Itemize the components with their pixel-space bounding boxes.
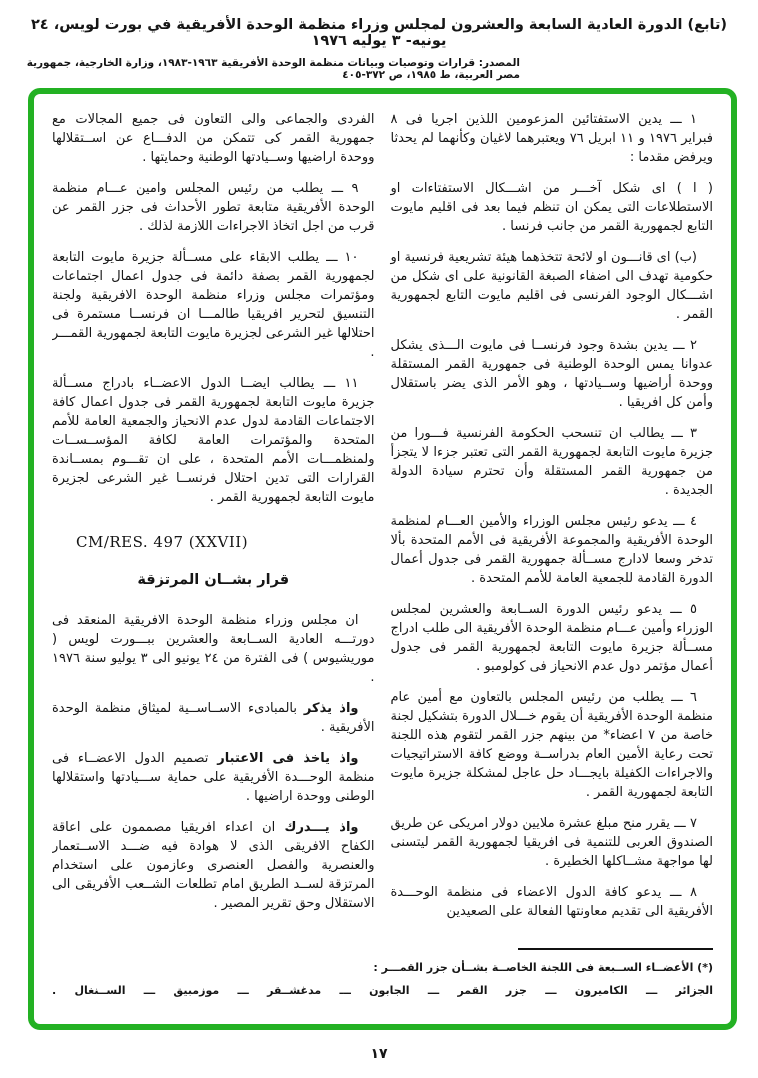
page-title: (تابع) الدورة العادية السابعة والعشرون لمجلس وزراء منظمة الوحدة الأفريقية في بورت لويس، ٢٤ يونيه- ٣ يوليه ١٩٧٦ (30, 17, 728, 49)
paragraph-text: ان اعداء افريقيا مصممون على اعاقة الكفاح الافريقى الذى لا هوادة فيه ضـــد الاســتعمار والعنصرية والفصل العنصرى وعازمون على استخدام المرتزقة لســد الطريق امام تطلعات الشــعب الأفريقى الى الاستقلال وحق تقرير المصير . (52, 820, 375, 911)
column-right (391, 110, 714, 946)
lead-phrase: واذ يـــدرك (284, 820, 359, 835)
paragraph-8: ٨ ـــ يدعو كافة الدول الاعضاء فى منظمة الوحـــدة الأفريقية الى تقديم معاونتها الفعالة على الصعيدين (390, 885, 713, 919)
resolution-title: قرار بشــان المرتزقة (137, 572, 290, 588)
footnote-country-list: الجزائر ـــ الكاميرون ـــ جزر القمر ـــ الجابون ـــ مدغشــقر ـــ موزمبيق ـــ الســنغال . (52, 984, 713, 997)
resolution-clause-aware (52, 818, 375, 913)
paragraph-11: ١١ ـــ يطالب ايضــا الدول الاعضــاء بادراج مســألة جزيرة مايوت التابعة لجمهورية القمر فى جدول اعمال كافة الاجتماعات القادمة لدول عدم الانحياز والجمعية العامة للأمم المتحدة والمؤتمرات العامة لكافة المؤســســات ولمنظمـــات الأمم المتحدة ، على ان تقـــوم بمســاندة القرارات التى تدين احتلال فرنســا غير الشرعى لجزيرة مايوت التابعة لجمهورية القمر . (52, 376, 375, 505)
resolution-clause-recalling (52, 699, 375, 737)
paragraph-7: ٧ ـــ يقرر منح مبلغ عشرة ملايين دولار امريكى عن طريق الصندوق العربى للتنمية فى افريقيا لجمهورية القمر ليتسنى لها مواجهة مشــاكلها الخطيرة . (390, 816, 713, 869)
paragraph-6: ٦ ـــ يطلب من رئيس المجلس بالتعاون مع أمين عام منظمة الوحدة الأفريقية أن يقوم خـــلال الدورة بتشكيل لجنة خاصة من ٧ اعضاء* من بينهم جزر القمر لتقوم هذه اللجنة تحت رعاية الأمين العام بدراســة ووضع كافة الاستراتيجيات والاجراءات الكفيلة بايجـــاد حل عاجل لمشكلة جزيرة مايوت التابعة لجمهورية القمر . (390, 690, 713, 800)
paragraph-text: تصميم الدول الاعضــاء فى منظمة الوحـــدة الأفريقية على حماية ســـيادتها واستقلالها الوطنى ووحدة اراضيها . (52, 751, 375, 804)
paragraph-1a: ( ا ) اى شكل آخـــر من اشـــكال الاستفتاءات او الاستطلاعات التى يمكن ان تنظم فيما بعد فى اقليم مايوت التابع لجمهورية القمر من جانب فرنسا . (390, 181, 713, 234)
paragraph-9: ٩ ـــ يطلب من رئيس المجلس وامين عـــام منظمة الوحدة الأفريقية متابعة تطور الأحداث فى جزر القمر عن قرب من اجل اتخاذ الاجراءات اللازمة لذلك . (52, 181, 375, 234)
paragraph-4: ٤ ـــ يدعو رئيس مجلس الوزراء والأمين العـــام لمنظمة الوحدة الأفريقية والمجموعة الأفريقية فى الأمم المتحدة بألا تدخر وسعا لادارج مســألة جمهورية القمر فى جدول أعمال الدورة القادمة للجمعية العامة للأمم المتحدة . (390, 514, 713, 586)
paragraph-text: ان مجلس وزراء منظمة الوحدة الافريقية المنعقد فى دورتـــه العادية الســابعة والعشرين ببـــورت لويس ( موريشيوس ) فى الفترة من ٢٤ يونيو الى ٣ يوليو سنة ١٩٧٦ . (52, 613, 375, 685)
paragraph-1b: (ب) اى قانـــون او لائحة تتخذهما هيئة تشريعية فرنسية او حكومية تهدف الى اضفاء الصبغة القانونية على اى شكل من اشـــكال الوجود الفرنسى فى اقليم مايوت التابع لجمهورية القمر . (390, 250, 713, 322)
page-header (0, 0, 758, 81)
paragraph-text: بالمبادىء الاســاســية لميثاق منظمة الوحدة الأفريقية . (52, 701, 375, 735)
column-left (52, 110, 375, 946)
resolution-reference: CM/RES. 497 (XXVII) (76, 533, 249, 551)
footnote-committee-members: (*) الأعضــاء الســبعة فى اللجنة الخاصــة بشــأن جزر القمـــر : (373, 961, 713, 974)
paragraph-8-continuation: الفردى والجماعى والى التعاون فى جميع المجالات مع جمهورية القمر كى تتمكن من الدفـــاع عن اســتقلالها ووحدة اراضيها وســيادتها الوطنية وحمايتها . (52, 112, 375, 165)
lead-phrase: واذ يذكر (303, 701, 359, 716)
paragraph-5: ٥ ـــ يدعو رئيس الدورة الســابعة والعشرين لمجلس الوزراء وأمين عـــام منظمة الوحدة الأفريقية الى طلب ادراج مســألة جزيرة مايوت التابعة لجمهورية القمر فى جدول أعمال مؤتمر دول عدم الانحياز فى كولومبو . (390, 602, 713, 674)
paragraph-1: ١ ـــ يدين الاستفتائين المزعومين اللذين اجريا فى ٨ فبراير ١٩٧٦ و ١١ ابريل ٧٦ ويعتبرهما لاغيان وكأنهما لم يحدثا ويرفض مقدما : (390, 112, 713, 165)
resolution-preamble (52, 611, 375, 687)
paragraph-3: ٣ ـــ يطالب ان تنسحب الحكومة الفرنسية فـــورا من جزيرة مايوت التابعة لجمهورية القمر التى تعتبر جزءا لا يتجزأ من جمهورية القمر المستقلة وأن تحترم سيادة الدولة الجديدة . (390, 426, 713, 498)
page-number: ١٧ (370, 1046, 388, 1062)
text-columns (52, 110, 713, 946)
footnote-divider (518, 948, 713, 950)
footnote (52, 946, 713, 997)
source-line: المصدر: قرارات وتوصيات وبيانات منظمة الوحدة الأفريقية ١٩٦٣-١٩٨٣، وزارة الخارجية، جمهورية مصر العربية، ط ١٩٨٥، ص ٣٧٢-٤٠٥ (26, 57, 520, 81)
paragraph-10: ١٠ ـــ يطلب الابقاء على مســألة جزيرة مايوت التابعة لجمهورية القمر بصفة دائمة فى جدول اعمال اجتماعات ومؤتمرات مجلس وزراء منظمة الوحدة الافريقية ولجنة التنسيق لتحرير افريقيا طالمـــا ان فرنســا مستمرة فى احتلالها غير الشرعى لجزيرة مايوت التابعة لجمهورية القمـــر . (52, 250, 375, 360)
lead-phrase: واذ ياخذ فى الاعتبار (217, 751, 359, 766)
resolution-clause-considering (52, 749, 375, 806)
paragraph-2: ٢ ـــ يدين بشدة وجود فرنســا فى مايوت الـــذى يشكل عدوانا يمس الوحدة الوطنية فى جمهورية القمر المستقلة ووحدة أراضيها وســيادتها ، وهو الأمر الذى يضر باستقلال وأمن كل افريقيا . (390, 338, 713, 410)
content-frame (28, 88, 737, 1030)
